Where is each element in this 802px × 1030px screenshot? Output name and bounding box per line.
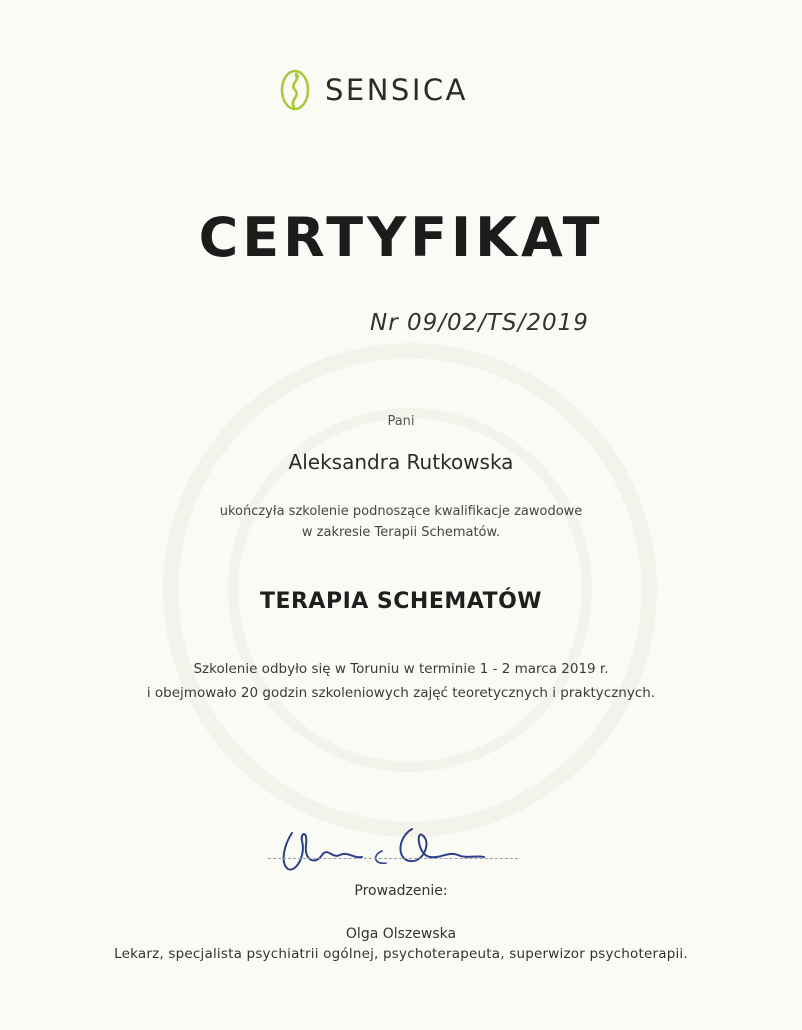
completion-statement bbox=[0, 501, 802, 543]
completion-line-2: w zakresie Terapii Schematów. bbox=[301, 525, 501, 540]
handwritten-signature bbox=[262, 815, 522, 885]
signature-line bbox=[268, 858, 518, 859]
signer-name: Olga Olszewska bbox=[345, 926, 457, 942]
sensica-logo-icon bbox=[275, 68, 315, 112]
details-line-1: Szkolenie odbyło się w Toruniu w terminie 1 - 2 marca 2019 r. bbox=[193, 661, 609, 677]
salutation: Pani bbox=[387, 414, 415, 429]
training-details bbox=[0, 657, 802, 705]
certificate-number: Nr 09/02/TS/2019 bbox=[370, 310, 589, 336]
completion-line-1: ukończyła szkolenie podnoszące kwalifikacje zawodowe bbox=[219, 504, 583, 519]
signature-role-label: Prowadzenie: bbox=[354, 883, 448, 899]
signer-title: Lekarz, specjalista psychiatrii ogólnej, psychoterapeuta, superwizor psychoterapii. bbox=[114, 946, 688, 962]
sensica-logo bbox=[275, 68, 468, 112]
course-title: TERAPIA SCHEMATÓW bbox=[259, 589, 543, 614]
certificate-title: CERTYFIKAT bbox=[198, 206, 604, 269]
details-line-2: i obejmowało 20 godzin szkoleniowych zajęć teoretycznych i praktycznych. bbox=[146, 685, 656, 701]
logo-brand-text: SENSICA bbox=[325, 73, 468, 107]
recipient-name: Aleksandra Rutkowska bbox=[288, 450, 514, 474]
